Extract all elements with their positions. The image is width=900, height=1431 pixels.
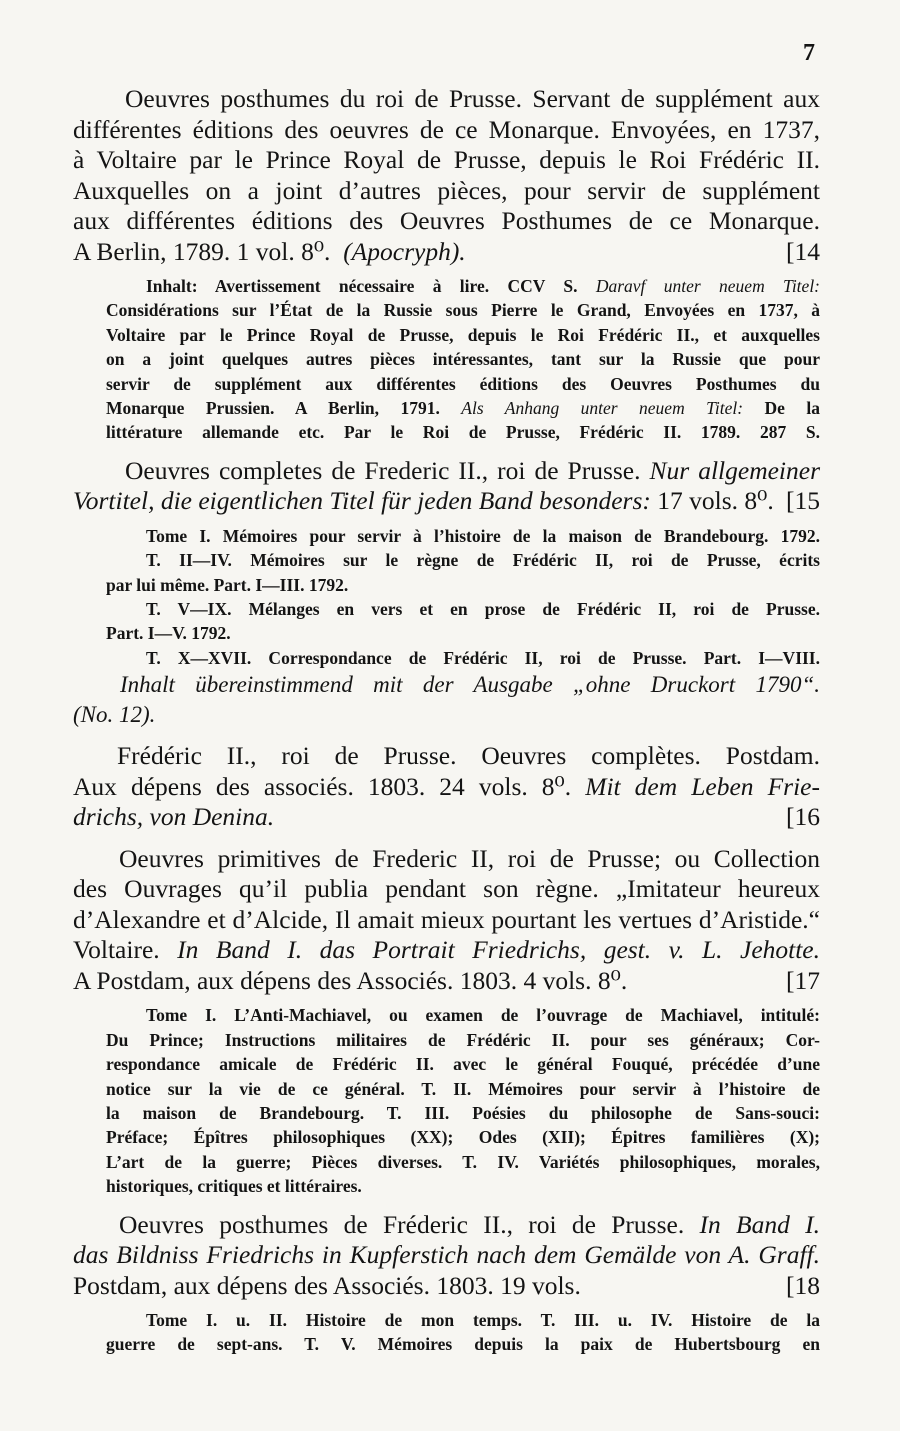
note-line: Du Prince; Instructions militaires de Frédéric II. pour ses généraux; Cor-: [106, 1029, 820, 1050]
imprint: Postdam, aux dépens des Associés. 1803. 19 vols.: [73, 1270, 581, 1300]
imprint: A Berlin, 1789. 1 vol. 8⁰.: [73, 236, 331, 266]
entry-number: [16: [786, 802, 820, 832]
imprint: Aux dépens des associés. 1803. 24 vols. 8⁰.: [73, 771, 572, 801]
entry-line: différentes éditions des oeuvres de ce Monarque. Envoyées, en 1737,: [73, 114, 820, 144]
entry-15: [73, 456, 820, 517]
entry-16: [73, 741, 820, 833]
note-line: Part. I—V. 1792.: [106, 623, 231, 644]
note-line: historiques, critiques et littéraires.: [106, 1176, 362, 1197]
entry-line: [73, 1210, 820, 1241]
entry-18-note: [73, 1308, 820, 1357]
imprint-note: (Apocryph).: [343, 236, 466, 266]
note-italic: Als Anhang unter neuem Titel:: [461, 398, 744, 419]
entry-note: Mit dem Leben Frie-: [585, 771, 820, 801]
note-line: Tome I. L’Anti-Machiavel, ou examen de l’ouvrage de Machiavel, intitulé:: [146, 1005, 820, 1026]
entry-title: Oeuvres completes de Frederic II., roi de Prusse.: [125, 455, 641, 485]
entry-text: Voltaire.: [73, 935, 160, 965]
entry-number: [18: [786, 1270, 820, 1300]
entry-imprint-line: [73, 237, 820, 268]
remark-line: [73, 670, 820, 700]
entry-18: [73, 1210, 820, 1302]
entry-14-note: [73, 274, 820, 445]
entry-note: In Band I. das Portrait Friedrichs, gest. v. L. Jehotte.: [177, 935, 820, 965]
imprint: 17 vols. 8⁰.: [657, 486, 774, 516]
note-line: respondance amicale de Frédéric II. avec le général Fouqué, précédée d’une: [106, 1054, 820, 1075]
remark-text: (No. 12).: [73, 702, 156, 728]
entry-title: Oeuvres posthumes de Fréderic II., roi de Prusse.: [119, 1209, 685, 1239]
entry-note: Vortitel, die eigentlichen Titel für jeden Band besonders:: [73, 486, 651, 516]
note-line: T. II—IV. Mémoires sur le règne de Frédéric II, roi de Prusse, écrits: [146, 550, 820, 571]
entry-line: aux différentes éditions des Oeuvres Posthumes de ce Monarque.: [73, 206, 820, 235]
entry-imprint-line: [73, 1271, 820, 1302]
note-line: guerre de sept-ans. T. V. Mémoires depuis la paix de Hubertsbourg en: [106, 1334, 820, 1355]
note-line: [106, 396, 820, 420]
entry-line: Oeuvres posthumes du roi de Prusse. Servant de supplément aux: [125, 84, 820, 113]
note-line: Préface; Épîtres philosophiques (XX); Odes (XII); Épitres familières (X);: [106, 1127, 820, 1148]
entry-line: [73, 935, 820, 966]
note-line: Voltaire par le Prince Royal de Prusse, depuis le Roi Frédéric II., et auxquelles: [106, 324, 820, 345]
note-line: notice sur la vie de ce général. T. II. Mémoires pour servir à l’histoire de: [106, 1078, 820, 1099]
imprint: A Postdam, aux dépens des Associés. 1803. 4 vols. 8⁰.: [73, 965, 628, 995]
entry-line: [73, 772, 820, 803]
entry-imprint-line: [73, 966, 820, 997]
entry-line: [73, 456, 820, 487]
entry-line: Oeuvres primitives de Frederic II, roi de Prusse; ou Collection: [119, 843, 820, 873]
note-line: L’art de la guerre; Pièces diverses. T. IV. Variétés philosophiques, morales,: [106, 1151, 820, 1172]
entry-17-note: [73, 1003, 820, 1198]
entry-15-remark: [73, 670, 820, 730]
note-line: par lui même. Part. I—III. 1792.: [106, 574, 349, 595]
note-line: littérature allemande etc. Par le Roi de Prusse, Frédéric II. 1789. 287 S.: [106, 422, 820, 443]
note-text: Monarque Prussien. A Berlin, 1791.: [106, 398, 440, 419]
note-line: la maison de Brandebourg. T. III. Poésies du philosophe de Sans-souci:: [106, 1102, 820, 1123]
note-line: T. X—XVII. Correspondance de Frédéric II, roi de Prusse. Part. I—VIII.: [146, 647, 820, 668]
entry-17: [73, 844, 820, 997]
page-content: [73, 84, 820, 1357]
note-line: Tome I. Mémoires pour servir à l’histoire de la maison de Brandebourg. 1792.: [146, 525, 820, 546]
note-text: De la: [764, 398, 820, 419]
remark-line: [73, 700, 820, 730]
entry-note: In Band I.: [699, 1209, 821, 1239]
note-line: Tome I. u. II. Histoire de mon temps. T. III. u. IV. Histoire de la: [146, 1310, 820, 1331]
note-line: Considérations sur l’État de la Russie sous Pierre le Grand, Envoyées en 1737, à: [106, 300, 820, 321]
entry-line: [73, 802, 820, 833]
entry-line: [73, 1240, 820, 1271]
entry-line: [73, 486, 820, 517]
note-italic: Daravf unter neuem Titel:: [595, 276, 821, 296]
note-text: Inhalt: Avertissement nécessaire à lire. CCV S.: [146, 276, 578, 296]
entry-15-note: [73, 524, 820, 670]
note-line: servir de supplément aux différentes éditions des Oeuvres Posthumes du: [106, 373, 820, 394]
note-line: on a joint quelques autres pièces intéressantes, tant sur la Russie que pour: [106, 349, 820, 370]
remark-text: Inhalt übereinstimmend mit der Ausgabe „ohne Druckort 1790“.: [120, 672, 820, 698]
entry-note: Nur allgemeiner: [649, 455, 821, 485]
entry-line: Auxquelles on a joint d’autres pièces, pour servir de supplément: [73, 175, 820, 205]
entry-14: [73, 84, 820, 267]
entry-line: des Ouvrages qu’il publia pendant son règne. „Imitateur heureux: [73, 874, 820, 904]
note-line: T. V—IX. Mélanges en vers et en prose de Frédéric II, roi de Prusse.: [146, 599, 820, 620]
entry-note: drichs, von Denina.: [73, 802, 275, 832]
entry-number: [15: [786, 486, 820, 516]
entry-number: [17: [786, 965, 820, 995]
note-line: [106, 274, 820, 298]
entry-note: das Bildniss Friedrichs in Kupferstich nach dem Gemälde von A. Graff.: [73, 1240, 820, 1270]
entry-line: d’Alexandre et d’Alcide, Il amait mieux pourtant les vertues d’Aristide.“: [73, 904, 820, 934]
entry-line: à Voltaire par le Prince Royal de Prusse, depuis le Roi Frédéric II.: [73, 145, 820, 174]
entry-line: Frédéric II., roi de Prusse. Oeuvres complètes. Postdam.: [117, 741, 820, 771]
page-number: 7: [803, 40, 815, 66]
entry-number: [14: [786, 236, 820, 266]
